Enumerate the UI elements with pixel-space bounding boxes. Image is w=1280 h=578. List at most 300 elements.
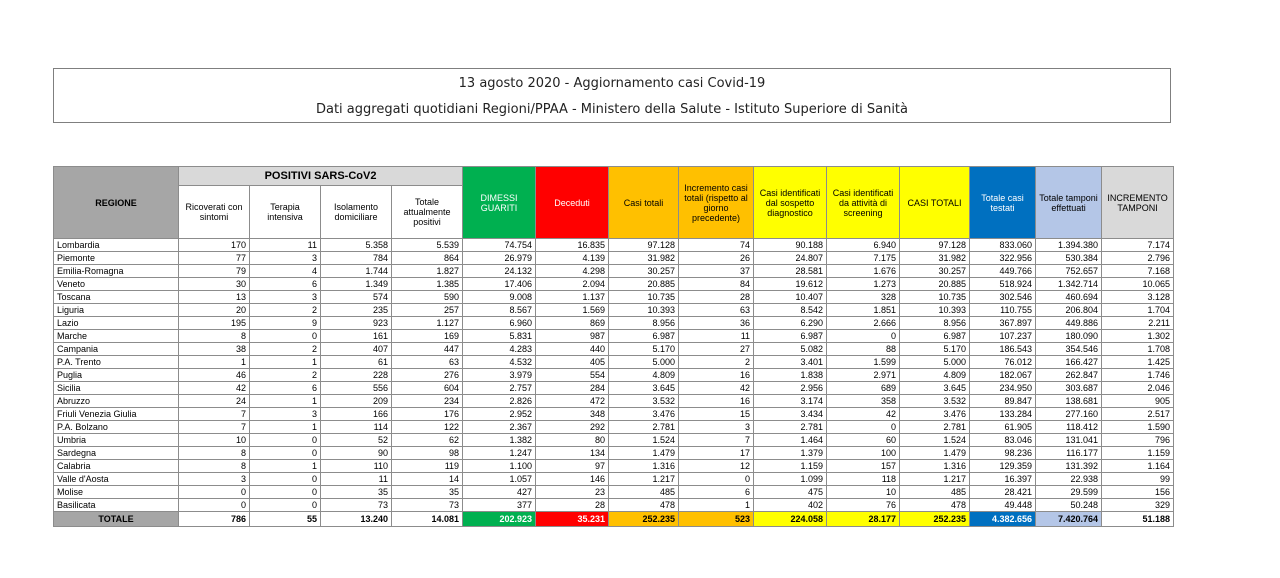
region-name: Lazio: [54, 317, 179, 330]
table-cell: 292: [536, 421, 609, 434]
col-header-attualmente-positivi: Totale attualmente positivi: [392, 186, 463, 239]
region-name: Sicilia: [54, 382, 179, 395]
table-cell: 5.358: [321, 239, 392, 252]
table-cell: 16: [679, 369, 754, 382]
table-cell: 28: [536, 499, 609, 512]
table-cell: 485: [900, 486, 970, 499]
region-name: Piemonte: [54, 252, 179, 265]
table-cell: 73: [392, 499, 463, 512]
table-cell: 166.427: [1036, 356, 1102, 369]
table-cell: 1.569: [536, 304, 609, 317]
table-cell: 5.539: [392, 239, 463, 252]
table-cell: 3: [250, 291, 321, 304]
table-cell: 116.177: [1036, 447, 1102, 460]
table-row: [54, 382, 1174, 395]
table-cell: 146: [536, 473, 609, 486]
table-cell: 2.666: [827, 317, 900, 330]
table-row: [54, 304, 1174, 317]
table-cell: 1.746: [1102, 369, 1174, 382]
table-cell: 8: [179, 447, 250, 460]
col-header-dimessi: DIMESSI GUARITI: [463, 167, 536, 239]
table-cell: 2.952: [463, 408, 536, 421]
table-cell: 20: [179, 304, 250, 317]
table-cell: 235: [321, 304, 392, 317]
table-cell: 427: [463, 486, 536, 499]
table-cell: 478: [900, 499, 970, 512]
table-cell: 7.175: [827, 252, 900, 265]
table-cell: 5.000: [609, 356, 679, 369]
table-cell: 20.885: [609, 278, 679, 291]
table-cell: 1.316: [900, 460, 970, 473]
table-cell: 2.826: [463, 395, 536, 408]
table-cell: 1.100: [463, 460, 536, 473]
table-cell: 4.532: [463, 356, 536, 369]
table-cell: 22.938: [1036, 473, 1102, 486]
table-cell: 0: [179, 486, 250, 499]
total-label: TOTALE: [54, 512, 179, 527]
table-cell: 156: [1102, 486, 1174, 499]
region-name: Puglia: [54, 369, 179, 382]
table-cell: 2: [250, 369, 321, 382]
table-cell: 3.645: [900, 382, 970, 395]
region-name: Sardegna: [54, 447, 179, 460]
table-cell: 8.567: [463, 304, 536, 317]
table-cell: 449.766: [970, 265, 1036, 278]
table-row: [54, 486, 1174, 499]
table-cell: 83.046: [970, 434, 1036, 447]
table-cell: 1: [179, 356, 250, 369]
table-cell: 590: [392, 291, 463, 304]
table-cell: 1.159: [1102, 447, 1174, 460]
table-cell: 20.885: [900, 278, 970, 291]
table-row: [54, 278, 1174, 291]
table-cell: 7: [179, 408, 250, 421]
table-cell: 138.681: [1036, 395, 1102, 408]
table-cell: 79: [179, 265, 250, 278]
table-cell: 74.754: [463, 239, 536, 252]
table-cell: 61.905: [970, 421, 1036, 434]
table-cell: 84: [679, 278, 754, 291]
table-cell: 1.137: [536, 291, 609, 304]
table-cell: 1: [250, 460, 321, 473]
table-cell: 134: [536, 447, 609, 460]
table-row: [54, 499, 1174, 512]
table-cell: 784: [321, 252, 392, 265]
table-cell: 42: [179, 382, 250, 395]
table-cell: 5.170: [900, 343, 970, 356]
table-cell: 0: [679, 473, 754, 486]
table-cell: 358: [827, 395, 900, 408]
table-cell: 1.851: [827, 304, 900, 317]
table-cell: 2.781: [609, 421, 679, 434]
table-cell: 14: [392, 473, 463, 486]
table-cell: 1.382: [463, 434, 536, 447]
table-cell: 166: [321, 408, 392, 421]
table-cell: 4.283: [463, 343, 536, 356]
table-cell: 3.401: [754, 356, 827, 369]
table-cell: 2.796: [1102, 252, 1174, 265]
table-cell: 276: [392, 369, 463, 382]
total-cell: 55: [250, 512, 321, 527]
table-cell: 1.676: [827, 265, 900, 278]
region-name: P.A. Trento: [54, 356, 179, 369]
table-cell: 30.257: [609, 265, 679, 278]
table-cell: 6.987: [609, 330, 679, 343]
table-cell: 2: [250, 304, 321, 317]
table-cell: 24.132: [463, 265, 536, 278]
table-cell: 1.099: [754, 473, 827, 486]
table-cell: 2.956: [754, 382, 827, 395]
table-cell: 864: [392, 252, 463, 265]
table-cell: 3.532: [900, 395, 970, 408]
table-cell: 2: [679, 356, 754, 369]
table-cell: 449.886: [1036, 317, 1102, 330]
table-cell: 15: [679, 408, 754, 421]
table-cell: 11: [321, 473, 392, 486]
table-cell: 119: [392, 460, 463, 473]
table-cell: 0: [179, 499, 250, 512]
total-cell: 4.382.656: [970, 512, 1036, 527]
table-cell: 6: [250, 382, 321, 395]
table-cell: 12: [679, 460, 754, 473]
table-cell: 1.479: [609, 447, 679, 460]
table-cell: 35: [321, 486, 392, 499]
table-cell: 13: [179, 291, 250, 304]
table-cell: 195: [179, 317, 250, 330]
table-cell: 28.421: [970, 486, 1036, 499]
table-cell: 4.139: [536, 252, 609, 265]
table-cell: 475: [754, 486, 827, 499]
table-cell: 1.127: [392, 317, 463, 330]
total-cell: 13.240: [321, 512, 392, 527]
col-header-ricoverati: Ricoverati con sintomi: [179, 186, 250, 239]
table-row: [54, 239, 1174, 252]
table-cell: 52: [321, 434, 392, 447]
table-cell: 2.211: [1102, 317, 1174, 330]
table-row: [54, 317, 1174, 330]
total-cell: 252.235: [900, 512, 970, 527]
table-cell: 377: [463, 499, 536, 512]
table-cell: 4.809: [900, 369, 970, 382]
table-cell: 3.434: [754, 408, 827, 421]
total-row: [54, 512, 1174, 527]
table-cell: 1.164: [1102, 460, 1174, 473]
table-cell: 7.174: [1102, 239, 1174, 252]
table-cell: 157: [827, 460, 900, 473]
table-cell: 752.657: [1036, 265, 1102, 278]
table-cell: 100: [827, 447, 900, 460]
table-cell: 180.090: [1036, 330, 1102, 343]
table-cell: 182.067: [970, 369, 1036, 382]
table-cell: 4: [250, 265, 321, 278]
table-cell: 554: [536, 369, 609, 382]
region-name: Abruzzo: [54, 395, 179, 408]
table-cell: 209: [321, 395, 392, 408]
region-name: Umbria: [54, 434, 179, 447]
table-cell: 26.979: [463, 252, 536, 265]
table-cell: 17: [679, 447, 754, 460]
table-cell: 107.237: [970, 330, 1036, 343]
table-cell: 97.128: [609, 239, 679, 252]
table-cell: 29.599: [1036, 486, 1102, 499]
table-cell: 170: [179, 239, 250, 252]
table-cell: 303.687: [1036, 382, 1102, 395]
table-cell: 11: [679, 330, 754, 343]
table-cell: 99: [1102, 473, 1174, 486]
col-header-terapia: Terapia intensiva: [250, 186, 321, 239]
table-cell: 556: [321, 382, 392, 395]
table-cell: 2.367: [463, 421, 536, 434]
table-cell: 1.708: [1102, 343, 1174, 356]
table-row: [54, 369, 1174, 382]
table-cell: 98.236: [970, 447, 1036, 460]
table-cell: 122: [392, 421, 463, 434]
table-row: [54, 252, 1174, 265]
table-cell: 0: [250, 447, 321, 460]
region-name: Valle d'Aosta: [54, 473, 179, 486]
table-cell: 0: [827, 330, 900, 343]
table-cell: 31.982: [900, 252, 970, 265]
table-cell: 4.809: [609, 369, 679, 382]
table-cell: 440: [536, 343, 609, 356]
table-cell: 10.065: [1102, 278, 1174, 291]
table-cell: 17.406: [463, 278, 536, 291]
table-cell: 1.342.714: [1036, 278, 1102, 291]
table-cell: 118.412: [1036, 421, 1102, 434]
table-cell: 1: [250, 421, 321, 434]
table-cell: 10: [179, 434, 250, 447]
report-header: [53, 68, 1171, 123]
table-cell: 1.349: [321, 278, 392, 291]
table-cell: 3.532: [609, 395, 679, 408]
table-cell: 30.257: [900, 265, 970, 278]
table-row: [54, 395, 1174, 408]
table-cell: 833.060: [970, 239, 1036, 252]
table-cell: 133.284: [970, 408, 1036, 421]
group-header-positivi: POSITIVI SARS-CoV2: [179, 167, 463, 186]
table-body: [54, 239, 1174, 527]
table-cell: 8.956: [609, 317, 679, 330]
col-header-deceduti: Deceduti: [536, 167, 609, 239]
table-cell: 3.476: [609, 408, 679, 421]
table-cell: 28.581: [754, 265, 827, 278]
table-cell: 16: [679, 395, 754, 408]
table-cell: 1.273: [827, 278, 900, 291]
table-cell: 73: [321, 499, 392, 512]
table-cell: 50.248: [1036, 499, 1102, 512]
table-cell: 5.000: [900, 356, 970, 369]
table-cell: 118: [827, 473, 900, 486]
table-cell: 28: [679, 291, 754, 304]
table-cell: 97: [536, 460, 609, 473]
table-cell: 1.524: [609, 434, 679, 447]
table-cell: 284: [536, 382, 609, 395]
table-cell: 1.385: [392, 278, 463, 291]
table-cell: 329: [1102, 499, 1174, 512]
table-cell: 5.082: [754, 343, 827, 356]
col-header-regione: REGIONE: [54, 167, 179, 239]
total-cell: 35.231: [536, 512, 609, 527]
table-cell: 76.012: [970, 356, 1036, 369]
table-cell: 60: [827, 434, 900, 447]
total-cell: 202.923: [463, 512, 536, 527]
table-cell: 19.612: [754, 278, 827, 291]
table-cell: 36: [679, 317, 754, 330]
table-cell: 987: [536, 330, 609, 343]
table-row: [54, 473, 1174, 486]
region-name: P.A. Bolzano: [54, 421, 179, 434]
table-cell: 2.094: [536, 278, 609, 291]
report-title: 13 agosto 2020 - Aggiornamento casi Covid-19: [458, 76, 766, 91]
table-cell: 328: [827, 291, 900, 304]
table-cell: 10.735: [609, 291, 679, 304]
table-cell: 4.298: [536, 265, 609, 278]
col-header-casi-testati: Totale casi testati: [970, 167, 1036, 239]
col-header-casi-totali-2: CASI TOTALI: [900, 167, 970, 239]
table-row: [54, 265, 1174, 278]
table-cell: 472: [536, 395, 609, 408]
table-cell: 63: [679, 304, 754, 317]
table-cell: 402: [754, 499, 827, 512]
report-subtitle: Dati aggregati quotidiani Regioni/PPAA - Ministero della Salute - Istituto Superiore di Sanità: [315, 102, 908, 117]
table-cell: 0: [250, 434, 321, 447]
table-cell: 3.979: [463, 369, 536, 382]
table-cell: 3: [179, 473, 250, 486]
table-cell: 2.971: [827, 369, 900, 382]
table-cell: 1.379: [754, 447, 827, 460]
region-name: Emilia-Romagna: [54, 265, 179, 278]
table-cell: 1.217: [609, 473, 679, 486]
table-cell: 6: [679, 486, 754, 499]
table-cell: 322.956: [970, 252, 1036, 265]
region-name: Toscana: [54, 291, 179, 304]
region-name: Lombardia: [54, 239, 179, 252]
total-cell: 51.188: [1102, 512, 1174, 527]
table-cell: 923: [321, 317, 392, 330]
table-cell: 77: [179, 252, 250, 265]
table-cell: 10.735: [900, 291, 970, 304]
col-header-incremento-casi: Incremento casi totali (rispetto al giorno precedente): [679, 167, 754, 239]
table-cell: 302.546: [970, 291, 1036, 304]
total-cell: 523: [679, 512, 754, 527]
table-cell: 11: [250, 239, 321, 252]
table-cell: 0: [827, 421, 900, 434]
total-cell: 224.058: [754, 512, 827, 527]
table-cell: 0: [250, 330, 321, 343]
col-header-tamponi: Totale tamponi effettuati: [1036, 167, 1102, 239]
table-cell: 689: [827, 382, 900, 395]
table-cell: 131.392: [1036, 460, 1102, 473]
table-cell: 367.897: [970, 317, 1036, 330]
table-cell: 176: [392, 408, 463, 421]
table-row: [54, 434, 1174, 447]
table-cell: 80: [536, 434, 609, 447]
table-cell: 0: [250, 499, 321, 512]
table-cell: 604: [392, 382, 463, 395]
table-cell: 262.847: [1036, 369, 1102, 382]
table-cell: 1.159: [754, 460, 827, 473]
table-cell: 3.174: [754, 395, 827, 408]
table-cell: 869: [536, 317, 609, 330]
table-row: [54, 343, 1174, 356]
table-cell: 61: [321, 356, 392, 369]
table-cell: 405: [536, 356, 609, 369]
table-row: [54, 460, 1174, 473]
table-cell: 277.160: [1036, 408, 1102, 421]
table-cell: 1.479: [900, 447, 970, 460]
table-cell: 530.384: [1036, 252, 1102, 265]
table-cell: 16.397: [970, 473, 1036, 486]
table-cell: 3: [250, 408, 321, 421]
table-cell: 1.838: [754, 369, 827, 382]
total-cell: 14.081: [392, 512, 463, 527]
table-cell: 62: [392, 434, 463, 447]
table-cell: 8: [179, 460, 250, 473]
region-name: Veneto: [54, 278, 179, 291]
table-cell: 1.704: [1102, 304, 1174, 317]
table-cell: 447: [392, 343, 463, 356]
table-cell: 10.393: [609, 304, 679, 317]
table-cell: 9.008: [463, 291, 536, 304]
total-cell: 786: [179, 512, 250, 527]
table-cell: 2.757: [463, 382, 536, 395]
table-cell: 2.781: [754, 421, 827, 434]
table-cell: 90: [321, 447, 392, 460]
table-cell: 1.057: [463, 473, 536, 486]
table-cell: 10.393: [900, 304, 970, 317]
table-cell: 88: [827, 343, 900, 356]
table-cell: 74: [679, 239, 754, 252]
table-cell: 3.645: [609, 382, 679, 395]
table-cell: 574: [321, 291, 392, 304]
table-cell: 8: [179, 330, 250, 343]
table-cell: 6.987: [900, 330, 970, 343]
table-cell: 1.744: [321, 265, 392, 278]
table-cell: 2.517: [1102, 408, 1174, 421]
table-cell: 206.804: [1036, 304, 1102, 317]
table-cell: 16.835: [536, 239, 609, 252]
region-name: Campania: [54, 343, 179, 356]
table-cell: 478: [609, 499, 679, 512]
table-cell: 49.448: [970, 499, 1036, 512]
covid-regional-table: [53, 166, 1174, 527]
table-cell: 161: [321, 330, 392, 343]
table-cell: 30: [179, 278, 250, 291]
table-cell: 3.476: [900, 408, 970, 421]
table-cell: 485: [609, 486, 679, 499]
col-header-casi-totali: Casi totali: [609, 167, 679, 239]
table-cell: 10: [827, 486, 900, 499]
table-cell: 1.394.380: [1036, 239, 1102, 252]
table-cell: 0: [250, 486, 321, 499]
region-name: Marche: [54, 330, 179, 343]
table-cell: 35: [392, 486, 463, 499]
table-cell: 1: [250, 395, 321, 408]
table-cell: 7: [179, 421, 250, 434]
table-row: [54, 408, 1174, 421]
table-cell: 37: [679, 265, 754, 278]
table-cell: 1.302: [1102, 330, 1174, 343]
table-cell: 98: [392, 447, 463, 460]
table-cell: 6.290: [754, 317, 827, 330]
col-header-screening: Casi identificati da attività di screening: [827, 167, 900, 239]
table-row: [54, 356, 1174, 369]
table-cell: 38: [179, 343, 250, 356]
table-cell: 3: [679, 421, 754, 434]
table-cell: 5.831: [463, 330, 536, 343]
col-header-isolamento: Isolamento domiciliare: [321, 186, 392, 239]
table-cell: 24: [179, 395, 250, 408]
